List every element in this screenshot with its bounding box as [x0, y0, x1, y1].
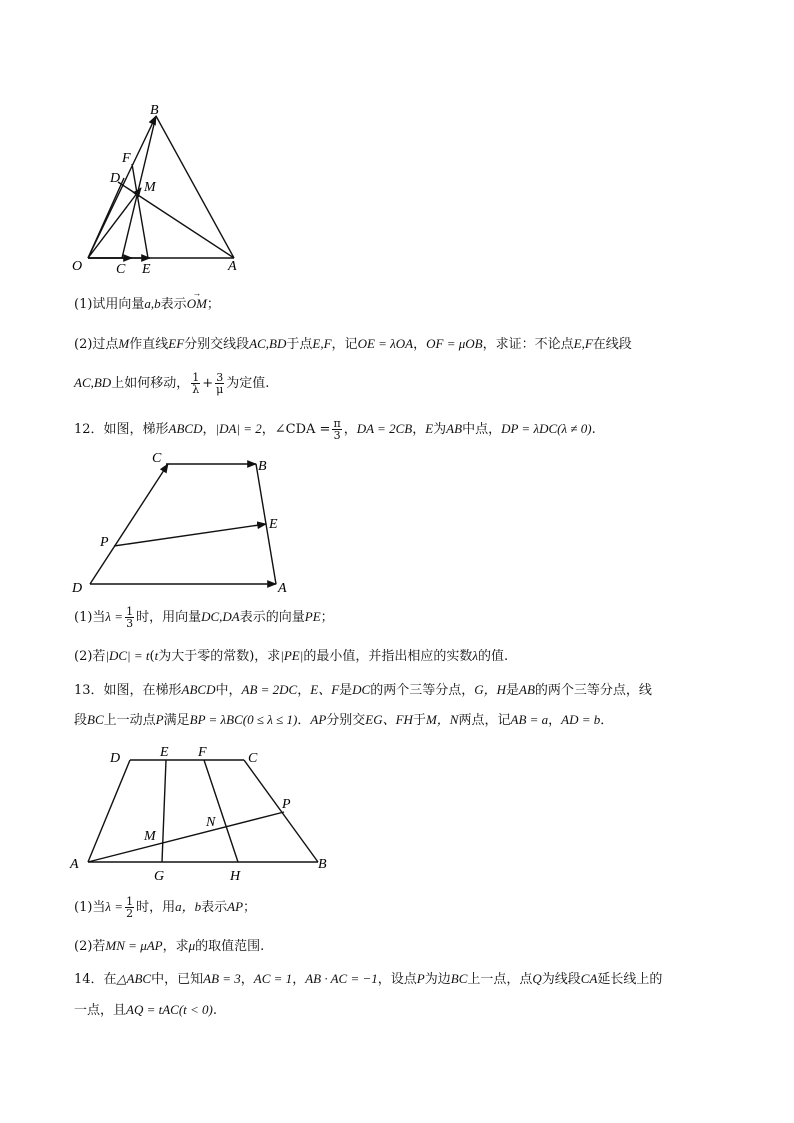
- fraction-1-3: $\frac{1}{3}$: [126, 605, 134, 630]
- label-d: D: [110, 751, 121, 766]
- label-f: F: [122, 151, 131, 166]
- q14-stem-line2: 一点，且AQ = tAC(t < 0).: [74, 1002, 218, 1018]
- q11-part2-line1: (2)过点M作直线EF分别交线段AC,BD于点E,F，记OE = λOA，OF = μOB，求证：不论点E,F在线段: [74, 336, 632, 352]
- label-c: C: [248, 751, 258, 766]
- label-b: B: [258, 459, 267, 474]
- q12-stem: 12．如图，梯形ABCD，|DA| = 2，∠CDA = $\frac{\pi}{3}$ ，DA = 2CB，E为AB中点，DP = λDC(λ ≠ 0).: [74, 417, 596, 442]
- q13-stem-line2: 段BC上一动点P满足BP = λBC(0 ≤ λ ≤ 1)．AP分别交EG、FH于M，N两点，记AB = a，AD = b．: [74, 712, 614, 728]
- label-b: B: [318, 857, 327, 872]
- label-d: D: [110, 171, 121, 186]
- q13-part2: (2)若MN = μAP，求μ的取值范围.: [74, 938, 265, 954]
- label-d: D: [72, 581, 83, 596]
- label-a: A: [278, 581, 287, 596]
- segment-ab: [156, 116, 234, 258]
- q12-part2: (2)若|DC| = t(t为大于零的常数)，求|PE|的最小值，并指出相应的实数λ的值.: [74, 648, 509, 664]
- fraction-3-mu: $\frac{3}{\mu}$: [216, 371, 224, 396]
- figure-trapezoid-abcd: [66, 448, 296, 598]
- figure-triangle-oab: [66, 98, 256, 280]
- q13-stem-line1: 13．如图，在梯形ABCD中，AB = 2DC，E、F是DC的两个三等分点，G，H是AB的两个三等分点，线: [74, 682, 652, 698]
- label-e: E: [142, 262, 151, 277]
- label-c: C: [152, 451, 162, 466]
- label-e: E: [160, 745, 169, 760]
- line-ef: [132, 164, 148, 258]
- fraction-1-lambda: $\frac{1}{\lambda}$: [192, 371, 200, 396]
- vector-pe: [114, 524, 266, 546]
- label-c: C: [116, 262, 126, 277]
- label-p: P: [100, 535, 109, 550]
- label-h: H: [230, 869, 241, 884]
- label-o: O: [72, 259, 83, 274]
- q13-part1: (1)当λ = $\frac{1}{2}$ 时，用a，b表示AP；: [74, 895, 257, 920]
- segment-eg: [162, 760, 166, 862]
- label-m: M: [144, 180, 156, 195]
- q11-part1: (1)试用向量a,b表示→ OM；: [74, 295, 220, 314]
- label-a: A: [228, 259, 237, 274]
- fraction-pi-3: $\frac{\pi}{3}$: [333, 417, 341, 442]
- segment-ad: [88, 760, 130, 862]
- label-m: M: [144, 829, 156, 844]
- q11-part2-line2: AC,BD上如何移动， $\frac{1}{\lambda}$ + $\frac{3}{\mu}$ 为定值.: [74, 371, 270, 396]
- segment-fh: [204, 760, 238, 862]
- label-a: A: [70, 857, 79, 872]
- figure-trapezoid-13: [66, 740, 346, 886]
- segment-cb: [244, 760, 318, 862]
- label-e: E: [269, 517, 278, 532]
- label-p: P: [282, 797, 291, 812]
- segment-da: [118, 182, 234, 258]
- vector-dc: [90, 464, 168, 584]
- label-b: B: [150, 103, 159, 118]
- q14-stem-line1: 14．在△ABC中，已知AB = 3，AC = 1，AB · AC = −1，设点P为边BC上一点，点Q为线段CA延长线上的: [74, 971, 663, 987]
- label-f: F: [198, 745, 207, 760]
- fraction-1-2: $\frac{1}{2}$: [126, 895, 134, 920]
- label-g: G: [154, 869, 165, 884]
- label-n: N: [206, 815, 216, 830]
- segment-ap: [88, 812, 284, 862]
- q12-part1: (1)当λ = $\frac{1}{3}$ 时，用向量DC,DA表示的向量PE；: [74, 605, 334, 630]
